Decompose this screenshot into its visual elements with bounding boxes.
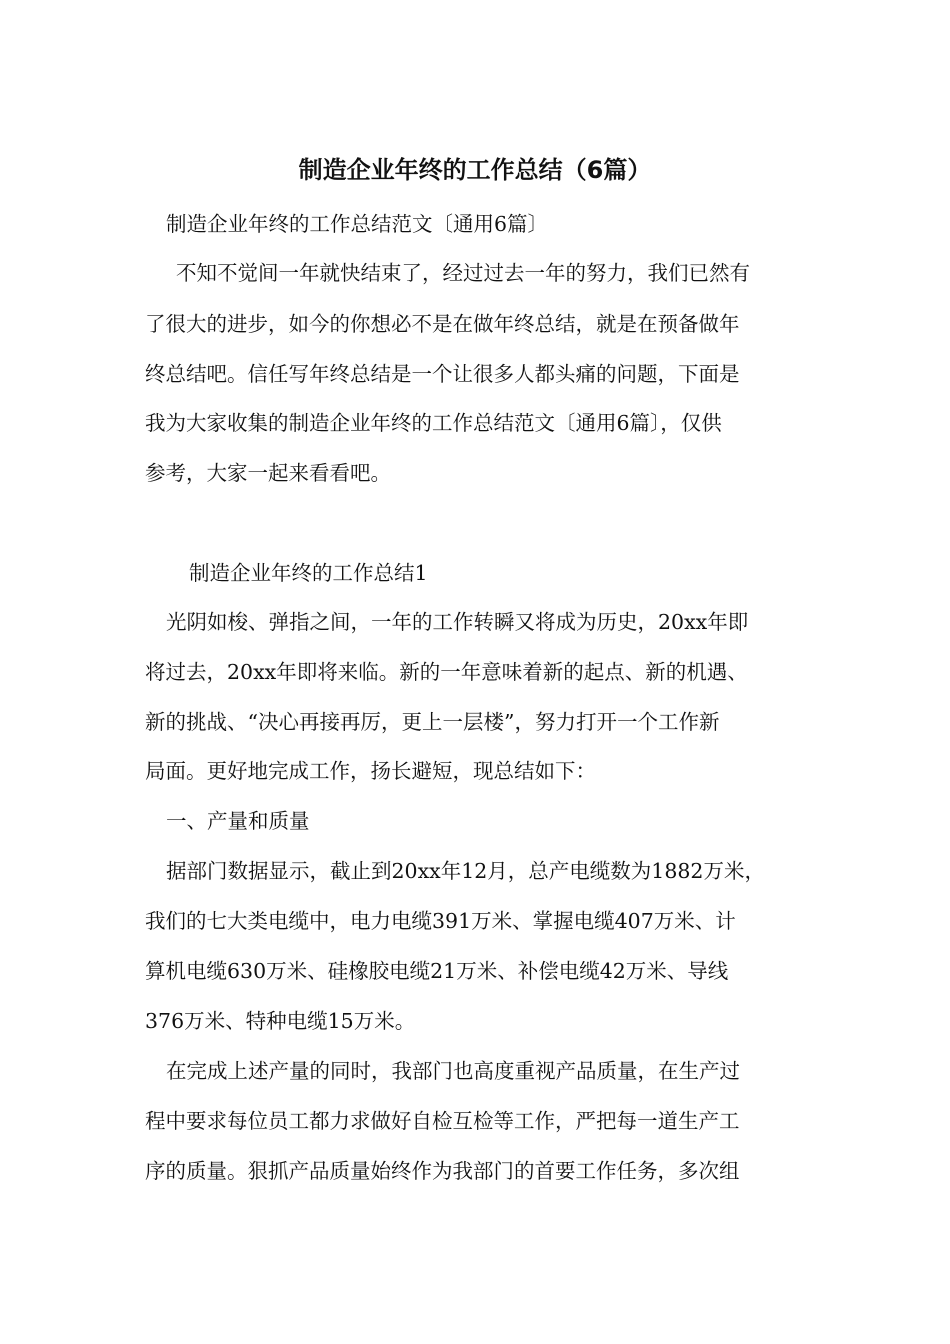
paragraph-line: 据部门数据显示，截止到20xx年12月，总产电缆数为1882万米， <box>166 859 765 883</box>
paragraph-line: 序的质量。狠抓产品质量始终作为我部门的首要工作任务，多次组 <box>145 1159 740 1183</box>
subheading: 一、产量和质量 <box>166 809 310 833</box>
document-title: 制造企业年终的工作总结（6篇） <box>298 156 652 184</box>
intro-line: 了很大的进步，如今的你想必不是在做年终总结，就是在预备做年 <box>145 312 740 336</box>
document-subtitle: 制造企业年终的工作总结范文〔通用6篇〕 <box>166 212 549 236</box>
paragraph-line: 我们的七大类电缆中，电力电缆391万米、掌握电缆407万米、计 <box>145 909 736 933</box>
intro-line: 不知不觉间一年就快结束了，经过过去一年的努力，我们已然有 <box>176 261 750 285</box>
paragraph-line: 算机电缆630万米、硅橡胶电缆21万米、补偿电缆42万米、导线 <box>145 959 729 983</box>
paragraph-line: 在完成上述产量的同时，我部门也高度重视产品质量，在生产过 <box>166 1059 740 1083</box>
section-heading: 制造企业年终的工作总结1 <box>189 561 428 585</box>
intro-line: 参考，大家一起来看看吧。 <box>145 461 391 485</box>
paragraph-line: 光阴如梭、弹指之间，一年的工作转瞬又将成为历史，20xx年即 <box>166 610 749 634</box>
paragraph-line: 376万米、特种电缆15万米。 <box>145 1009 416 1033</box>
paragraph-line: 新的挑战、“决心再接再厉，更上一层楼”，努力打开一个工作新 <box>145 710 720 734</box>
paragraph-line: 将过去，20xx年即将来临。新的一年意味着新的起点、新的机遇、 <box>145 660 748 684</box>
paragraph-line: 程中要求每位员工都力求做好自检互检等工作，严把每一道生产工 <box>145 1109 740 1133</box>
intro-line: 我为大家收集的制造企业年终的工作总结范文〔通用6篇〕，仅供 <box>145 411 722 435</box>
paragraph-line: 局面。更好地完成工作，扬长避短，现总结如下： <box>145 759 596 783</box>
intro-line: 终总结吧。信任写年终总结是一个让很多人都头痛的问题，下面是 <box>145 362 740 386</box>
